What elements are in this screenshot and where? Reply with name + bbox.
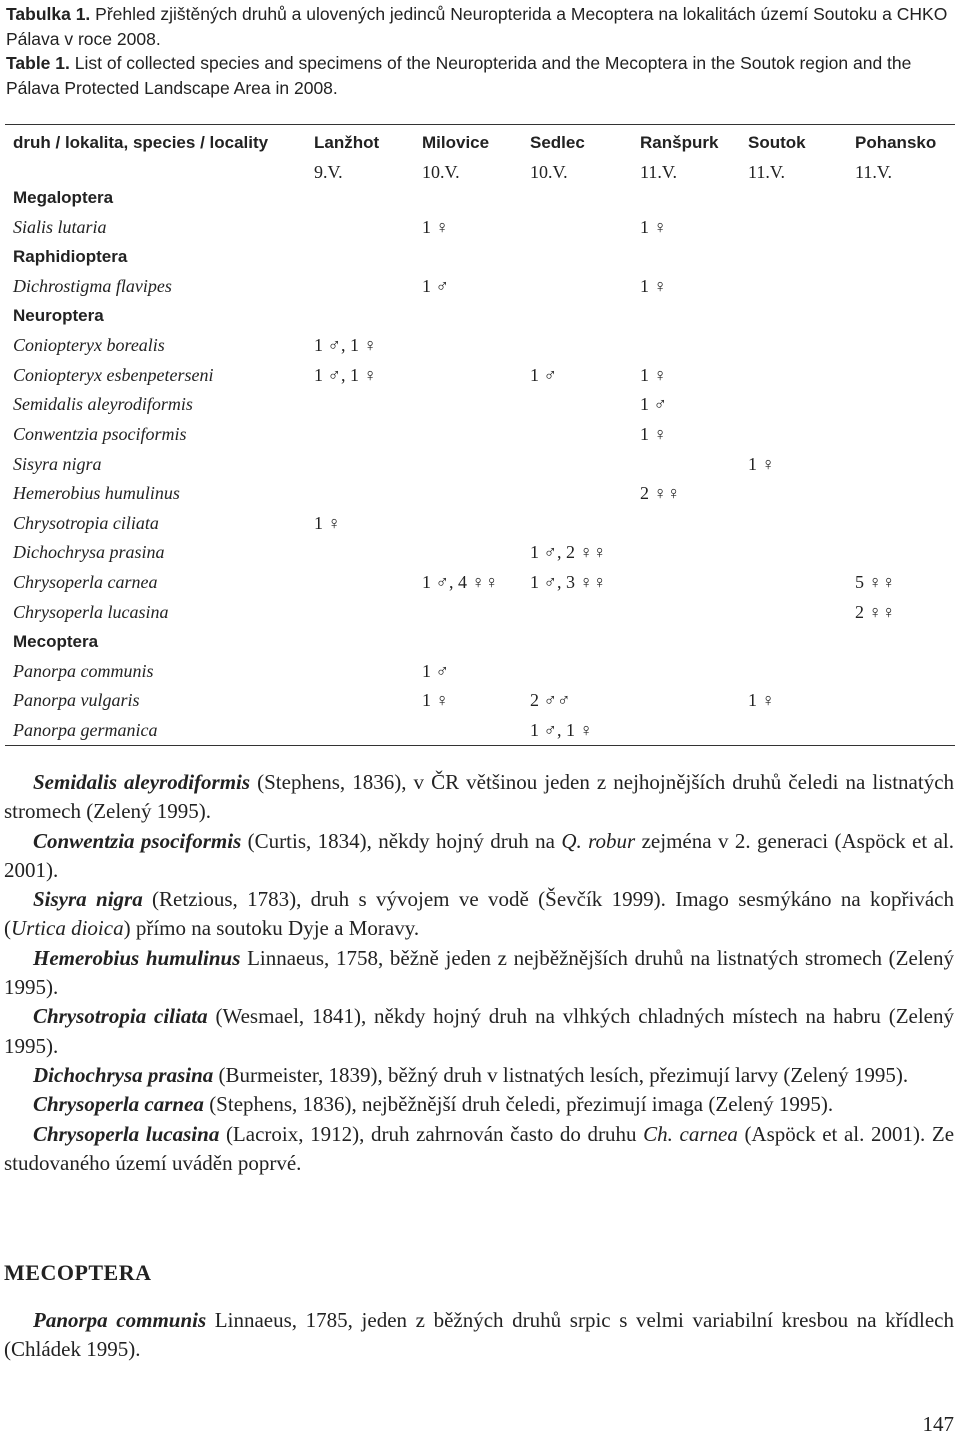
empty-cell — [522, 627, 632, 657]
specimen-count — [740, 420, 847, 450]
specimen-count — [740, 568, 847, 598]
paragraph-text: (Curtis, 1834), někdy hojný druh na — [241, 828, 562, 853]
table-header-row — [5, 125, 955, 154]
empty-cell — [632, 183, 740, 213]
specimen-count: 1 ♂ — [422, 276, 449, 297]
specimen-count — [847, 509, 955, 539]
species-name: Chrysoperla carnea — [13, 572, 158, 593]
header-date: 9.V. — [314, 162, 343, 182]
species-paragraph — [4, 1120, 954, 1179]
species-table — [5, 124, 955, 746]
specimen-count — [522, 213, 632, 243]
header-date: 11.V. — [748, 162, 786, 182]
specimen-count — [306, 479, 414, 509]
species-name: Panorpa germanica — [5, 716, 306, 746]
species-name: Panorpa communis — [13, 660, 154, 681]
species-name: Coniopteryx borealis — [13, 335, 165, 356]
species-name: Sisyra nigra — [13, 453, 102, 474]
specimen-count — [522, 657, 632, 687]
specimen-count — [847, 538, 955, 568]
table-row — [5, 390, 955, 420]
empty-cell — [306, 301, 414, 331]
empty-cell — [740, 301, 847, 331]
paragraph-text: (Retzious, 1783), druh s vývojem ve vodě (Ševčík 1999). Imago sesmýkáno na kopřivách ( — [4, 887, 954, 941]
species-paragraph — [4, 768, 954, 827]
specimen-count — [522, 509, 632, 539]
species-name: Chrysoperla lucasina — [13, 601, 169, 622]
group-row — [5, 242, 955, 272]
header-locality: Ranšpurk — [632, 125, 740, 154]
species-paragraph — [4, 1002, 954, 1061]
section-heading: MECOPTERA — [4, 1260, 152, 1285]
table-row — [5, 420, 955, 450]
species-paragraph — [4, 944, 954, 1003]
specimen-count: 1 ♀ — [640, 216, 667, 237]
specimen-count — [414, 449, 522, 479]
paragraph-text: (Lacroix, 1912), druh zahrnován často do druhu — [219, 1121, 644, 1146]
header-species-locality: druh / lokalita, species / locality — [5, 125, 306, 154]
group-name: Neuroptera — [13, 306, 104, 326]
specimen-count — [306, 213, 414, 243]
specimen-count — [522, 331, 632, 361]
specimen-count: 1 ♂ — [530, 364, 557, 385]
specimen-count: 1 ♂, 1 ♀ — [314, 335, 377, 356]
specimen-count — [632, 538, 740, 568]
paragraph-text: ) přímo na soutoku Dyje a Moravy. — [123, 916, 420, 941]
caption-czech-label: Tabulka 1. — [6, 4, 91, 24]
specimen-count — [306, 657, 414, 687]
specimen-count — [740, 479, 847, 509]
page-number: 147 — [922, 1412, 954, 1436]
header-empty — [5, 153, 306, 183]
empty-cell — [306, 627, 414, 657]
empty-cell — [847, 627, 955, 657]
header-date: 11.V. — [855, 162, 893, 182]
italic-term: Q. robur — [561, 828, 636, 853]
specimen-count — [740, 657, 847, 687]
specimen-count — [414, 509, 522, 539]
specimen-count — [847, 449, 955, 479]
specimen-count — [740, 361, 847, 391]
specimen-count — [414, 331, 522, 361]
specimen-count: 1 ♀ — [314, 512, 341, 533]
table-row — [5, 716, 955, 746]
empty-cell — [522, 183, 632, 213]
specimen-count — [522, 272, 632, 302]
group-row — [5, 627, 955, 657]
paragraph-text: (Wesmael, 1841), někdy hojný druh na vlhkých chladných místech na habru (Zelený 1995). — [4, 1004, 954, 1058]
species-name: Sialis lutaria — [13, 216, 107, 237]
specimen-count — [522, 420, 632, 450]
caption-english-label: Table 1. — [6, 53, 70, 73]
caption-czech — [6, 2, 956, 51]
table-row — [5, 449, 955, 479]
species-name: Chrysotropia ciliata — [13, 512, 159, 533]
specimen-count — [306, 272, 414, 302]
empty-cell — [414, 242, 522, 272]
specimen-count — [847, 479, 955, 509]
specimen-count: 1 ♂, 1 ♀ — [314, 364, 377, 385]
specimen-count — [740, 597, 847, 627]
empty-cell — [414, 301, 522, 331]
specimen-count — [522, 390, 632, 420]
italic-term: Ch. carnea — [643, 1121, 738, 1146]
specimen-count — [522, 597, 632, 627]
table-row — [5, 509, 955, 539]
empty-cell — [847, 183, 955, 213]
specimen-count: 1 ♀ — [748, 453, 775, 474]
specimen-count — [632, 657, 740, 687]
table-row — [5, 479, 955, 509]
specimen-count — [632, 331, 740, 361]
header-date: 10.V. — [422, 162, 460, 182]
species-name-bold: Chrysoperla carnea — [33, 1092, 204, 1117]
species-name: Hemerobius humulinus — [13, 483, 180, 504]
specimen-count: 1 ♀ — [422, 690, 449, 711]
species-name: Panorpa vulgaris — [13, 690, 140, 711]
table-caption — [6, 2, 956, 100]
specimen-count — [740, 272, 847, 302]
specimen-count — [632, 449, 740, 479]
species-name-bold: Dichochrysa prasina — [33, 1062, 214, 1087]
specimen-count: 5 ♀♀ — [855, 572, 896, 593]
empty-cell — [740, 627, 847, 657]
specimen-count — [414, 361, 522, 391]
species-notes — [4, 768, 954, 1178]
table-row — [5, 538, 955, 568]
specimen-count — [740, 716, 847, 746]
header-date: 11.V. — [640, 162, 678, 182]
species-name: Coniopteryx esbenpeterseni — [13, 364, 214, 385]
empty-cell — [847, 242, 955, 272]
species-paragraph — [4, 885, 954, 944]
species-name-bold: Sisyra nigra — [33, 887, 143, 912]
paragraph-text: Linnaeus, 1758, běžně jeden z nejběžnějších druhů na listnatých stromech (Zelený 1995). — [4, 945, 954, 1000]
specimen-count: 2 ♀♀ — [640, 483, 681, 504]
specimen-count — [306, 390, 414, 420]
specimen-count — [632, 509, 740, 539]
paragraph-text: (Stephens, 1836), v ČR většinou jeden z nejhojnějších druhů čeledi na listnatých stromech (Zelený 1995). — [4, 770, 955, 824]
group-name: Mecoptera — [13, 631, 99, 651]
specimen-count — [847, 361, 955, 391]
specimen-count — [522, 479, 632, 509]
empty-cell — [522, 301, 632, 331]
specimen-count: 2 ♀♀ — [855, 601, 896, 622]
species-name-bold: Chrysoperla lucasina — [33, 1121, 220, 1146]
table-row — [5, 272, 955, 302]
species-paragraph — [4, 1090, 954, 1119]
italic-term: Urtica dioica — [11, 916, 124, 941]
specimen-count — [414, 390, 522, 420]
specimen-count — [847, 686, 955, 716]
specimen-count — [306, 686, 414, 716]
table-row — [5, 331, 955, 361]
specimen-count — [306, 568, 414, 598]
table-row — [5, 686, 955, 716]
species-name-bold: Conwentzia psociformis — [33, 828, 242, 853]
species-paragraph — [4, 827, 954, 886]
specimen-count — [306, 716, 414, 746]
empty-cell — [306, 242, 414, 272]
specimen-count: 1 ♀ — [640, 364, 667, 385]
specimen-count — [414, 479, 522, 509]
specimen-count: 1 ♂, 2 ♀♀ — [530, 542, 607, 563]
group-row — [5, 301, 955, 331]
header-locality: Milovice — [414, 125, 522, 154]
specimen-count: 1 ♀ — [422, 216, 449, 237]
table-row — [5, 568, 955, 598]
species-paragraph — [4, 1061, 954, 1090]
species-name-bold: Chrysotropia ciliata — [33, 1004, 208, 1029]
group-name: Megaloptera — [13, 187, 114, 207]
table-row — [5, 361, 955, 391]
species-name-bold: Hemerobius humulinus — [33, 945, 241, 970]
specimen-count — [740, 390, 847, 420]
specimen-count — [632, 597, 740, 627]
caption-english-text: List of collected species and specimens of the Neuropterida and the Mecoptera in the Soutok region and the Pálava Protected Landscape Area in 2008. — [6, 53, 912, 98]
group-row — [5, 183, 955, 213]
header-date: 10.V. — [530, 162, 568, 182]
header-locality: Soutok — [740, 125, 847, 154]
specimen-count — [847, 716, 955, 746]
specimen-count: 2 ♂♂ — [530, 690, 571, 711]
paragraph-text: (Stephens, 1836), nejběžnější druh čeledi, přezimují imaga (Zelený 1995). — [203, 1092, 834, 1117]
specimen-count — [306, 538, 414, 568]
specimen-count — [847, 390, 955, 420]
specimen-count — [740, 538, 847, 568]
specimen-count — [632, 716, 740, 746]
specimen-count — [847, 331, 955, 361]
paragraph-text: (Aspöck et al. 2001). Ze studovaného území uváděn poprvé. — [4, 1121, 955, 1175]
specimen-count — [740, 331, 847, 361]
specimen-count: 1 ♂, 1 ♀ — [522, 716, 632, 746]
group-name: Raphidioptera — [13, 246, 128, 266]
paragraph-text: (Burmeister, 1839), běžný druh v listnatých lesích, přezimují larvy (Zelený 1995). — [213, 1062, 909, 1087]
species-name: Semidalis aleyrodiformis — [13, 394, 193, 415]
table-row — [5, 213, 955, 243]
specimen-count — [632, 686, 740, 716]
species-name: Conwentzia psociformis — [13, 424, 187, 445]
specimen-count — [847, 657, 955, 687]
specimen-count: 1 ♂ — [640, 394, 667, 415]
specimen-count — [847, 213, 955, 243]
specimen-count — [847, 420, 955, 450]
empty-cell — [632, 301, 740, 331]
empty-cell — [740, 242, 847, 272]
specimen-count — [522, 449, 632, 479]
header-locality: Pohansko — [847, 125, 955, 154]
empty-cell — [847, 301, 955, 331]
empty-cell — [632, 242, 740, 272]
empty-cell — [414, 183, 522, 213]
specimen-count — [740, 509, 847, 539]
specimen-count: 1 ♀ — [748, 690, 775, 711]
specimen-count — [306, 597, 414, 627]
specimen-count — [414, 597, 522, 627]
specimen-count — [632, 568, 740, 598]
empty-cell — [522, 242, 632, 272]
species-paragraph — [4, 1306, 954, 1365]
species-name-bold: Panorpa communis — [33, 1308, 207, 1332]
specimen-count — [740, 213, 847, 243]
specimen-count — [414, 716, 522, 746]
species-name-bold: Semidalis aleyrodiformis — [33, 770, 251, 794]
empty-cell — [306, 183, 414, 213]
specimen-count — [414, 538, 522, 568]
table-body — [5, 183, 955, 746]
empty-cell — [632, 627, 740, 657]
mecoptera-notes — [4, 1306, 954, 1365]
table-row — [5, 657, 955, 687]
paragraph-text: Linnaeus, 1785, jeden z běžných druhů srpic s velmi variabilní kresbou na křídlech (Chládek 1995). — [4, 1308, 954, 1362]
specimen-count: 1 ♂ — [422, 660, 449, 681]
specimen-count — [414, 420, 522, 450]
specimen-count: 1 ♂, 3 ♀♀ — [530, 572, 607, 593]
specimen-count: 1 ♀ — [640, 424, 667, 445]
species-name: Dichrostigma flavipes — [13, 276, 172, 297]
caption-english — [6, 51, 956, 100]
species-name: Dichochrysa prasina — [13, 542, 165, 563]
specimen-count: 1 ♀ — [640, 276, 667, 297]
specimen-count — [847, 272, 955, 302]
specimen-count — [306, 449, 414, 479]
caption-czech-text: Přehled zjištěných druhů a ulovených jedinců Neuropterida a Mecoptera na lokalitách území Soutoku a CHKO Pálava v roce 2008. — [6, 4, 948, 49]
specimen-count: 1 ♂, 4 ♀♀ — [422, 572, 499, 593]
table-date-row — [5, 153, 955, 183]
table-row — [5, 597, 955, 627]
paragraph-text: zejména v 2. generaci (Aspöck et al. 2001). — [4, 828, 955, 882]
header-locality: Lanžhot — [306, 125, 414, 154]
empty-cell — [740, 183, 847, 213]
header-locality: Sedlec — [522, 125, 632, 154]
specimen-count — [306, 420, 414, 450]
empty-cell — [414, 627, 522, 657]
